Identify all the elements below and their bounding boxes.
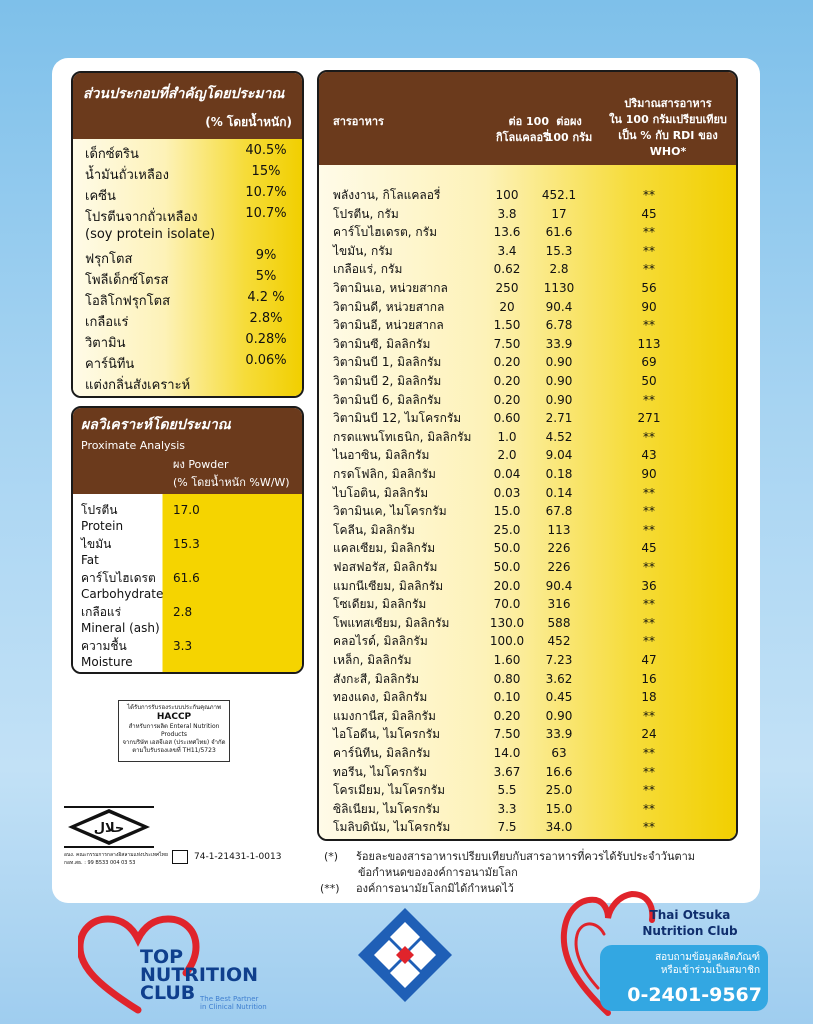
haccp-line4: จากบริษัท เอสจีเอส (ประเทศไทย) จำกัด [122,739,226,746]
col-header-per100g-line2: 100 กรัม [545,131,593,144]
halal-symbol: حلال [93,821,125,836]
nutrient-row [319,651,736,669]
nutrient-row [319,316,736,334]
nutrient-name: วิตามินบี 6, มิลลิกรัม [333,392,442,407]
nutrient-row [319,391,736,409]
fda-mark-icon [172,850,188,864]
tnc-sub1: The Best Partner [200,995,259,1003]
nutrient-per100g: 113 [547,522,571,537]
nutrient-per100kcal: 20.0 [493,578,521,593]
col-header-nutrient: สารอาหาร [333,115,384,128]
nutrient-rdi: 43 [641,448,657,463]
nutrient-rdi: 56 [641,281,657,295]
nutrient-rdi: ** [643,615,655,630]
nutrient-row [319,242,736,260]
col-header-per100g [539,114,599,146]
nutrient-per100g: 17 [551,206,567,221]
composition-name: น้ำมันถั่วเหลือง [85,168,169,183]
nutrient-rdi: ** [643,188,655,202]
proximate-name [81,570,163,602]
nutrient-row [319,632,736,650]
nutrient-name: ไขมัน, กรัม [333,243,393,258]
nutrient-row [319,800,736,818]
composition-name: เกลือแร่ [85,315,129,330]
footnote-mark-1: (*) [324,850,339,863]
nutrient-name: เหล็ก, มิลลิกรัม [333,653,412,667]
nutrient-per100g: 0.90 [545,355,573,370]
nutrient-per100kcal: 0.60 [493,411,521,426]
nutrient-rdi: 90 [641,299,657,314]
nutrient-rdi: 36 [641,578,657,593]
footnote-1-line2: ข้อกำหนดขององค์การอนามัยโลก [358,866,518,879]
proximate-name-en: Moisture [81,655,133,669]
nutrient-per100g: 16.6 [545,764,573,779]
proximate-value: 15.3 [173,537,200,551]
nutrient-per100g: 0.90 [545,392,573,407]
nutrient-per100g: 452 [547,634,571,649]
top-nutrition-club-title [140,948,258,1002]
tnc-line2: NUTRITION [140,964,259,986]
nutrient-rdi: 69 [641,355,657,370]
nutrient-row [319,781,736,799]
proximate-value: 17.0 [173,503,200,517]
composition-value: 15% [251,164,281,179]
nutrient-per100g: 15.3 [545,243,573,258]
col-header-rdi-line3: เป็น % กับ RDI ของ WHO* [618,129,718,158]
nutrient-rdi: ** [643,764,655,779]
proximate-name [81,604,160,636]
haccp-line2: HACCP [156,712,192,722]
composition-value: 10.7% [245,185,287,200]
proximate-name-th: เกลือแร่ [81,605,122,619]
haccp-line5: ตามใบรับรองเลขที่ TH11/5723 [132,747,216,754]
composition-name: แต่งกลิ่นสังเคราะห์ [85,378,191,393]
nutrient-row [319,763,736,781]
nutrient-rdi: ** [643,504,655,519]
proximate-name [81,536,111,568]
nutrient-row [319,484,736,502]
nutrient-rdi: 47 [641,653,657,667]
composition-name: ฟรุกโตส [85,252,133,267]
composition-name: (soy protein isolate) [85,227,216,242]
footnote-mark-2: (**) [320,882,340,895]
composition-row [85,374,292,394]
composition-row [85,143,292,163]
nutrient-name: กรดโฟลิก, มิลลิกรัม [333,467,436,481]
nutrient-per100g: 33.9 [545,336,573,351]
col-header-per100kcal-line1: ต่อ 100 [508,115,549,128]
composition-row [85,353,292,373]
halal-line2: กอท.สธ. : 99 B533 004 03 53 [64,860,136,866]
nutrient-rdi: 18 [641,690,657,705]
otsuka-phone[interactable]: 0-2401-9567 [627,984,762,1006]
nutrient-per100g: 0.14 [545,485,573,500]
nutrient-per100kcal: 50.0 [493,541,521,556]
nutrient-per100g: 3.62 [545,671,573,686]
nutrient-per100g: 0.18 [545,467,573,481]
nutrient-name: ซิลิเนียม, ไมโครกรัม [333,801,440,816]
col-header-rdi-line2: ใน 100 กรัมเปรียบเทียบ [609,113,727,126]
col-header-per100kcal-line2: กิโลแคลอรี่ [495,131,549,144]
proximate-name [81,638,133,670]
nutrient-name: วิตามินอี, หน่วยสากล [333,318,444,333]
nutrient-per100g: 0.90 [545,708,573,723]
nutrient-name: พลังงาน, กิโลแคลอรี่ [333,188,441,202]
nutrient-name: โคลีน, มิลลิกรัม [333,522,415,537]
nutrient-row [319,670,736,688]
nutrient-row [319,298,736,316]
nutrient-table-header [319,72,736,165]
nutrient-rdi: 45 [641,206,657,221]
proximate-col-header-1: ผง Powder [173,458,229,471]
nutrient-per100g: 0.45 [545,690,573,705]
proximate-value: 3.3 [173,639,193,653]
otsuka-title-line1: Thai Otsuka [649,908,731,922]
nutrient-rdi: ** [643,392,655,407]
nutrient-name: ไบโอติน, มิลลิกรัม [333,485,429,500]
nutrient-row [319,465,736,483]
composition-row [85,164,292,184]
nutrient-name: วิตามินบี 2, มิลลิกรัม [333,374,442,388]
nutrient-per100kcal: 0.80 [493,671,521,686]
composition-row [85,311,292,331]
nutrient-per100kcal: 2.0 [497,448,517,463]
nutrient-per100kcal: 3.3 [497,801,517,816]
nutrient-row [319,446,736,464]
nutrient-rdi: ** [643,522,655,537]
proximate-panel [71,406,304,674]
nutrient-name: โครเมียม, ไมโครกรัม [333,783,445,798]
nutrient-rows [319,165,736,839]
nutrient-row [319,818,736,836]
nutrient-name: วิตามินเอ, หน่วยสากล [333,281,448,295]
nutrient-name: วิตามินเค, ไมโครกรัม [333,504,447,519]
nutrient-name: ทองแดง, มิลลิกรัม [333,690,428,705]
otsuka-logo-icon [356,906,454,1004]
tnc-line3: CLUB [140,982,196,1004]
nutrient-per100kcal: 7.50 [493,336,521,351]
nutrient-per100kcal: 130.0 [489,615,525,630]
composition-row [85,227,292,247]
nutrient-rdi: ** [643,597,655,612]
composition-value: 9% [255,248,277,263]
nutrient-row [319,577,736,595]
nutrient-per100kcal: 0.20 [493,708,521,723]
top-nutrition-club-tagline [200,995,267,1011]
nutrient-rdi: ** [643,634,655,649]
composition-value: 4.2 % [247,290,285,305]
haccp-certificate [118,700,230,762]
composition-value: 2.8% [249,311,283,326]
nutrient-per100g: 15.0 [545,801,573,816]
nutrient-per100kcal: 1.60 [493,653,521,667]
halal-logo-icon [64,803,154,851]
nutrient-per100kcal: 1.0 [497,429,517,444]
nutrient-rdi: ** [643,243,655,258]
nutrient-rdi: 50 [641,374,657,388]
nutrient-per100g: 316 [547,597,571,612]
otsuka-title-line2: Nutrition Club [642,924,738,938]
nutrient-row [319,372,736,390]
tnc-sub2: in Clinical Nutrition [200,1003,267,1011]
col-header-per100g-line1: ต่อผง [556,115,582,128]
proximate-value: 2.8 [173,605,193,619]
proximate-title: ผลวิเคราะห์โดยประมาณ [81,417,231,433]
nutrient-name: กรดแพนโทเธนิก, มิลลิกรัม [333,429,472,444]
nutrient-name: เกลือแร่, กรัม [333,262,403,277]
nutrient-per100g: 588 [547,615,571,630]
nutrient-row [319,614,736,632]
nutrient-per100g: 226 [547,541,571,556]
nutrient-rdi: ** [643,560,655,574]
nutrient-per100kcal: 5.5 [497,783,517,798]
proximate-title-en: Proximate Analysis [81,439,186,452]
nutrient-per100kcal: 0.04 [493,467,521,481]
proximate-name-th: ไขมัน [81,537,112,551]
nutrient-per100g: 4.52 [545,429,573,444]
nutrient-per100g: 61.6 [545,225,573,240]
nutrient-per100g: 63 [551,746,567,760]
proximate-name-en: Protein [81,519,124,533]
nutrient-name: ทอรีน, ไมโครกรัม [333,764,427,779]
composition-name: โอลิโกฟรุกโตส [85,294,171,309]
nutrient-per100kcal: 7.50 [493,727,521,742]
nutrient-rdi: 113 [637,336,661,351]
composition-name: เด็กซ์ตริน [85,147,139,162]
composition-value: 0.06% [245,353,287,368]
proximate-col-header-2: (% โดยน้ำหนัก %W/W) [173,476,290,489]
nutrient-per100kcal: 3.8 [497,206,517,221]
nutrient-rdi: ** [643,746,655,760]
nutrient-name: วิตามินดี, หน่วยสากล [333,299,445,314]
nutrient-row [319,260,736,278]
composition-name: คาร์นิทีน [85,357,135,372]
nutrient-per100kcal: 100.0 [489,634,525,649]
proximate-name-en: Fat [81,553,99,567]
nutrient-row [319,558,736,576]
nutrient-per100kcal: 14.0 [493,746,521,760]
composition-header [73,73,302,139]
nutrient-rdi: ** [643,262,655,277]
nutrient-per100g: 34.0 [545,820,573,835]
nutrient-name: โมลิบดินัม, ไมโครกรัม [333,820,451,835]
col-header-rdi-line1: ปริมาณสารอาหาร [624,97,712,110]
otsuka-cta-line2: หรือเข้าร่วมเป็นสมาชิก [660,965,760,976]
nutrient-name: แมกนีเซียม, มิลลิกรัม [333,578,444,593]
nutrient-name: วิตามินบี 1, มิลลิกรัม [333,355,442,370]
nutrient-per100kcal: 0.20 [493,374,521,388]
nutrient-per100kcal: 20 [499,299,515,314]
footnote-1-line1: ร้อยละของสารอาหารเปรียบเทียบกับสารอาหารที่ควรได้รับประจำวันตาม [356,850,696,863]
nutrient-row [319,428,736,446]
nutrient-name: ฟอสฟอรัส, มิลลิกรัม [333,560,438,574]
composition-name: วิตามิน [85,336,126,351]
nutrient-per100g: 6.78 [545,318,573,333]
composition-value: 5% [255,269,277,284]
otsuka-club-title [610,907,770,939]
footnote-2: องค์การอนามัยโลกมิได้กำหนดไว้ [356,882,514,895]
nutrient-row [319,725,736,743]
composition-row [85,290,292,310]
nutrient-per100g: 9.04 [545,448,573,463]
nutrient-row [319,409,736,427]
nutrient-row [319,595,736,613]
nutrient-rdi: ** [643,225,655,240]
composition-value: 10.7% [245,206,287,221]
composition-row [85,269,292,289]
composition-name: เคซีน [85,189,116,204]
composition-row [85,248,292,268]
nutrient-rdi: ** [643,708,655,723]
haccp-line1: ได้รับการรับรองระบบประกันคุณภาพ [127,704,221,711]
composition-subtitle: (% โดยน้ำหนัก) [205,115,292,129]
halal-caption [64,851,174,867]
nutrient-per100g: 25.0 [545,783,573,798]
nutrient-per100g: 7.23 [545,653,573,667]
nutrient-rdi: ** [643,801,655,816]
nutrient-per100g: 452.1 [541,188,577,202]
nutrient-per100kcal: 3.4 [497,243,517,258]
composition-row [85,332,292,352]
nutrient-per100kcal: 70.0 [493,597,521,612]
nutrient-name: โซเดียม, มิลลิกรัม [333,597,427,612]
nutrient-row [319,744,736,762]
nutrient-rdi: ** [643,820,655,835]
proximate-list [73,494,302,672]
proximate-name-en: Carbohydrate [81,587,164,601]
nutrient-per100g: 2.8 [549,262,569,277]
nutrient-per100kcal: 0.20 [493,355,521,370]
nutrient-rdi: ** [643,783,655,798]
nutrient-name: แคลเซียม, มิลลิกรัม [333,541,436,556]
composition-title: ส่วนประกอบที่สำคัญโดยประมาณ [83,86,285,102]
nutrient-row [319,521,736,539]
nutrient-per100g: 67.8 [545,504,573,519]
nutrient-row [319,688,736,706]
composition-name: โพลีเด็กซ์โตรส [85,273,169,288]
otsuka-cta-line1: สอบถามข้อมูลผลิตภัณฑ์ [655,952,760,963]
composition-row [85,206,292,226]
proximate-name [81,502,123,534]
nutrient-row [319,539,736,557]
halal-line1: อนง. คณะกรรมการกลางอิสลามแห่งประเทศไทย [64,852,168,858]
nutrient-name: วิตามินซี, มิลลิกรัม [333,336,431,351]
nutrient-name: คลอไรด์, มิลลิกรัม [333,634,428,649]
nutrient-name: แมงกานีส, มิลลิกรัม [333,708,436,723]
nutrient-name: คาร์นิทีน, มิลลิกรัม [333,746,431,760]
nutrient-per100kcal: 15.0 [493,504,521,519]
haccp-line3: สำหรับการผลิต Enteral Nutrition Products [128,723,220,738]
nutrient-name: สังกะสี, มิลลิกรัม [333,671,420,686]
nutrient-name: โปรตีน, กรัม [333,206,399,221]
otsuka-cta [608,951,760,977]
nutrient-row [319,223,736,241]
nutrient-row [319,205,736,223]
col-header-rdi [601,96,735,160]
nutrient-per100kcal: 0.62 [493,262,521,277]
nutrient-rdi: 271 [637,411,661,426]
nutrient-per100g: 226 [547,560,571,574]
nutrient-per100kcal: 50.0 [493,560,521,574]
nutrient-per100g: 90.4 [545,299,573,314]
nutrient-rdi: 16 [641,671,657,686]
registration-number [172,848,302,868]
proximate-value: 61.6 [173,571,200,585]
nutrient-per100g: 33.9 [545,727,573,742]
nutrient-per100kcal: 25.0 [493,522,521,537]
nutrient-per100g: 1130 [543,281,575,295]
nutrient-name: ไนอาซิน, มิลลิกรัม [333,448,430,463]
nutrient-per100kcal: 13.6 [493,225,521,240]
nutrient-per100kcal: 3.67 [493,764,521,779]
tnc-line1: TOP [140,946,184,968]
nutrient-name: คาร์โบไฮเดรต, กรัม [333,225,438,240]
nutrient-rdi: 90 [641,467,657,481]
nutrient-per100kcal: 250 [495,281,519,295]
nutrient-per100kcal: 0.20 [493,392,521,407]
nutrient-per100kcal: 0.03 [493,485,521,500]
nutrient-row [319,335,736,353]
nutrient-per100g: 2.71 [545,411,573,426]
proximate-name-th: คาร์โบไฮเดรต [81,571,156,585]
composition-name: โปรตีนจากถั่วเหลือง [85,210,198,225]
nutrient-per100kcal: 1.50 [493,318,521,333]
nutrient-rdi: ** [643,318,655,333]
nutrient-rdi: ** [643,485,655,500]
nutrient-name: วิตามินบี 12, ไมโครกรัม [333,411,462,426]
col-header-per100kcal [459,114,549,146]
nutrient-per100kcal: 0.10 [493,690,521,705]
nutrient-rdi: ** [643,429,655,444]
composition-value: 40.5% [245,143,287,158]
composition-panel [71,71,304,398]
footnote-1 [356,849,756,881]
nutrient-per100kcal: 7.5 [497,820,517,835]
nutrient-row [319,707,736,725]
proximate-name-th: โปรตีน [81,503,118,517]
registration-text: 74-1-21431-1-0013 [194,852,282,862]
composition-list [73,139,302,396]
proximate-name-th: ความชื้น [81,639,127,653]
proximate-name-en: Mineral (ash) [81,621,160,635]
proximate-header [73,408,302,494]
nutrient-name: โพแทสเซียม, มิลลิกรัม [333,615,450,630]
nutrient-per100g: 90.4 [545,578,573,593]
nutrient-rdi: 45 [641,541,657,556]
nutrient-rdi: 24 [641,727,657,742]
composition-value: 0.28% [245,332,287,347]
nutrient-name: ไอโอดีน, ไมโครกรัม [333,727,441,742]
nutrient-row [319,279,736,297]
nutrient-row [319,502,736,520]
nutrient-per100kcal: 100 [495,188,519,202]
nutrient-row [319,186,736,204]
composition-row [85,185,292,205]
nutrient-per100g: 0.90 [545,374,573,388]
nutrient-table [317,70,738,841]
nutrient-row [319,353,736,371]
